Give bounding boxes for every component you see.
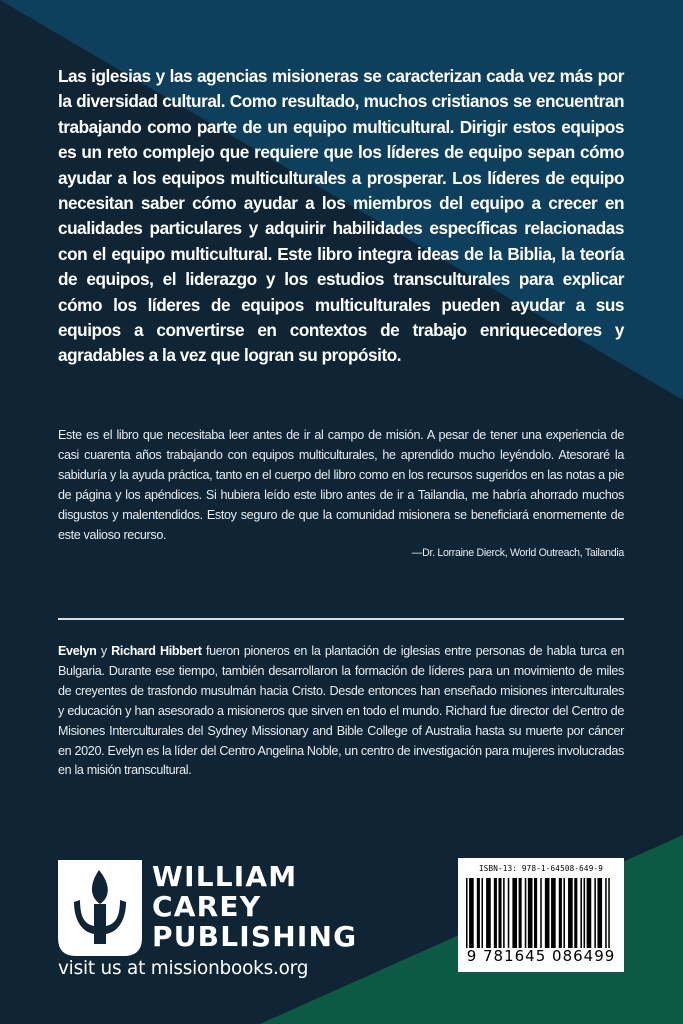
candle-logo-icon — [58, 860, 142, 956]
endorsement-quote: Este es el libro que necesitaba leer antes de ir al campo de misión. A pesar de tener una experiencia de casi cuarenta años trabajando con equipos multiculturales, he aprendido mucho leyéndolo. Atesoraré la sabiduría y la ayuda práctica, tanto en el cuerpo del libro como en los recursos sugeridos en las notas a pie de página y los apéndices. Si hubiera leído este libro antes de ir a Tailandia, me habría ahorrado muchos disgustos y malentendidos. Estoy seguro de que la comunidad misionera se beneficiará enormemente de este valioso recurso. — [58, 428, 624, 542]
barcode-bar — [545, 878, 550, 948]
barcode-bars — [464, 878, 618, 948]
barcode-bar — [498, 878, 501, 948]
barcode-bar — [512, 878, 517, 948]
barcode-bar — [563, 878, 565, 948]
barcode-bar — [525, 878, 527, 948]
barcode-bar — [605, 878, 607, 948]
barcode-bar — [580, 878, 582, 948]
publisher-wordmark — [152, 862, 357, 952]
author-name-richard: Richard Hibbert — [111, 644, 202, 658]
barcode-bar — [584, 878, 586, 948]
endorsement-attribution: —Dr. Lorraine Dierck, World Outreach, Tailandia — [411, 547, 624, 559]
publisher-name-line3: PUBLISHING — [152, 920, 358, 953]
author-bio — [58, 642, 624, 781]
barcode-bar — [540, 878, 542, 948]
barcode-bar — [594, 878, 596, 948]
author-connector: y — [96, 644, 112, 658]
barcode-bar — [481, 878, 483, 948]
barcode-bar — [587, 878, 592, 948]
publisher-name-line1: WILLIAM — [152, 860, 298, 893]
barcode-bar — [466, 878, 468, 948]
barcode-bar — [597, 878, 602, 948]
section-divider — [58, 618, 624, 620]
barcode-bar — [477, 878, 480, 948]
author-bio-text: fueron pioneros en la plantación de iglesias entre personas de habla turca en Bulgaria. Durante ese tiempo, también desarrollaron la formación de líderes para un movimiento de miles de creyentes de trasfondo musulmán hacia Cristo. Desde entonces han enseñado misiones interculturales y educación y han asesorado a misioneros que sirven en todo el mundo. Richard fue director del Centro de Misiones Interculturales del Sydney Missionary and Bible College of Australia hasta su muerte por cáncer en 2020. Evelyn es la líder del Centro Angelina Noble, un centro de investigación para mujeres involucradas en la misión transcultural. — [58, 644, 625, 778]
book-description: Las iglesias y las agencias misioneras se caracterizan cada vez más por la diversidad cultural. Como resultado, muchos cristianos se encuentran trabajando como parte de un equipo multicultural. Dirigir estos equipos es un reto complejo que requiere que los líderes de equipo sepan cómo ayudar a los equipos multiculturales a prosperar. Los líderes de equipo necesitan saber cómo ayudar a los miembros del equipo a crecer en cualidades particulares y adquirir habilidades específicas relacionadas con el equipo multicultural. Este libro integra ideas de la Biblia, la teoría de equipos, el liderazgo y los estudios transculturales para explicar cómo los líderes de equipos multiculturales pueden ayudar a sus equipos a convertirse en contextos de trabajo enriquecedores y agradables a la vez que logran su propósito. — [58, 66, 624, 366]
publisher-name-line2: CAREY — [152, 890, 262, 923]
barcode-bar — [508, 878, 510, 948]
barcode-bar — [568, 878, 573, 948]
publisher-logo — [58, 858, 358, 979]
isbn-label: ISBN-13: 978-1-64508-649-9 — [478, 864, 604, 873]
barcode-bar — [528, 878, 533, 948]
barcode-bar — [534, 878, 537, 948]
barcode-bar — [559, 878, 562, 948]
barcode-bar — [551, 878, 556, 948]
barcode-number: 9 781645 086499 — [466, 947, 616, 965]
author-name-evelyn: Evelyn — [58, 644, 97, 658]
barcode-bar — [503, 878, 505, 948]
isbn-barcode — [458, 858, 624, 972]
barcode-bar — [486, 878, 491, 948]
barcode-bar — [469, 878, 474, 948]
barcode-bar — [519, 878, 522, 948]
publisher-website: visit us at missionbooks.org — [58, 958, 309, 979]
barcode-bar — [608, 878, 610, 948]
barcode-bar — [574, 878, 577, 948]
barcode-bar — [494, 878, 497, 948]
